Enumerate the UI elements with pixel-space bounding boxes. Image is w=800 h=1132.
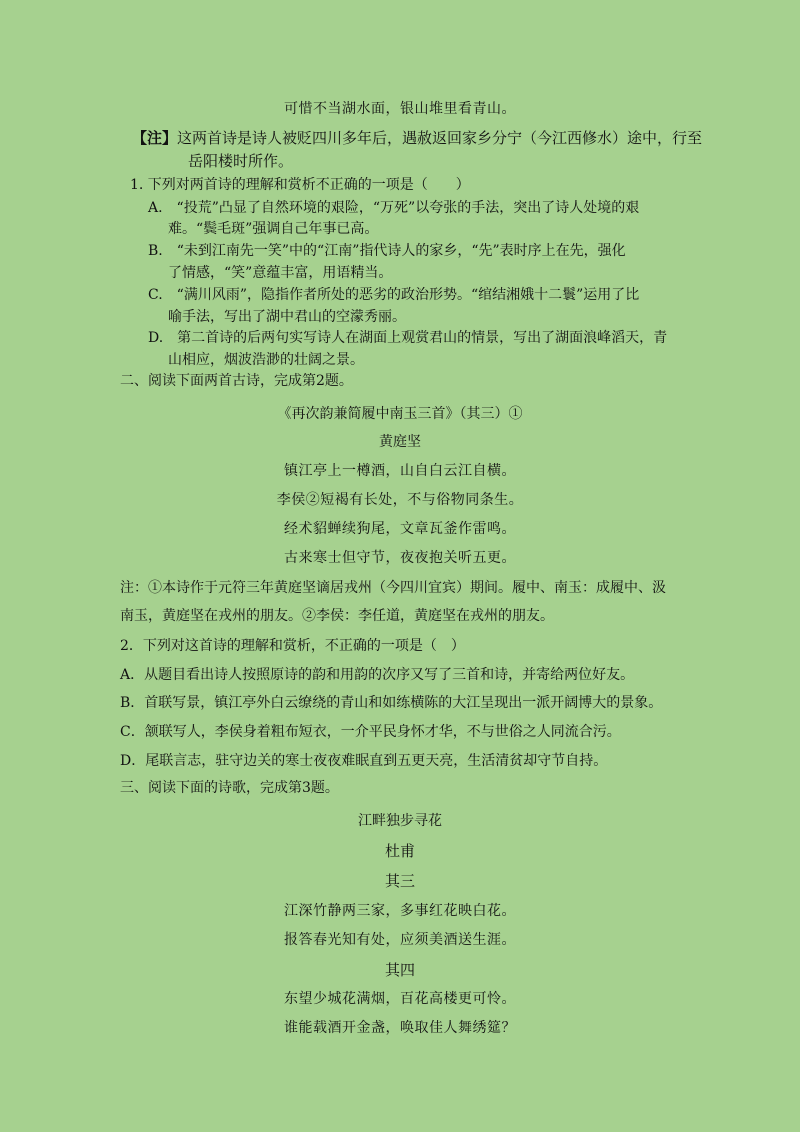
q2-option-d: D．尾联言志，驻守边关的寒士夜夜难眠直到五更天亮，生活清贫却守节自持。 [120,753,608,769]
poem-note-cont: 南玉，黄庭坚在戎州的朋友。②李侯：李任道，黄庭坚在戎州的朋友。 [120,608,554,624]
q1-option-d-cont: 山相应，烟波浩渺的壮阔之景。 [168,352,364,368]
q2-option-c: C．颔联写人，李侯身着粗布短衣，一介平民身怀才华，不与世俗之人同流合污。 [120,724,621,740]
section-3-heading: 三、阅读下面的诗歌，完成第3题。 [120,780,339,796]
poem-part-label: 其三 [384,872,415,890]
q1-option-c: C. “满川风雨”，隐指作者所处的恶劣的政治形势。“绾结湘娥十二鬟”运用了比 [148,287,640,303]
poem-verse: 报答春光知有处，应须美酒送生涯。 [284,932,516,948]
section-2-heading: 二、阅读下面两首古诗，完成第2题。 [120,373,353,389]
q2-option-b: B．首联写景，镇江亭外白云缭绕的青山和如练横陈的大江呈现出一派开阔博大的景象。 [120,695,663,711]
annotation-text: 这两首诗是诗人被贬四川多年后，遇赦返回家乡分宁（今江西修水）途中，行至 [177,129,703,147]
poem-part-label: 其四 [384,961,415,979]
poem-verse: 古来寒士但守节，夜夜抱关听五更。 [284,550,516,566]
q1-option-c-cont: 喻手法，写出了湖中君山的空濛秀丽。 [168,309,406,325]
annotation-label: 【注】 [132,129,178,147]
poem-author: 黄庭坚 [379,434,421,450]
poem-note: 注：①本诗作于元符三年黄庭坚谪居戎州（今四川宜宾）期间。履中、南玉：成履中、汲 [120,580,666,596]
q1-option-d: D. 第二首诗的后两句实写诗人在湖面上观赏君山的情景，写出了湖面浪峰滔天，青 [148,330,668,346]
question-1-stem: 1. 下列对两首诗的理解和赏析不正确的一项是（ ） [130,177,470,193]
q1-option-b-cont: 了情感，“笑”意蕴丰富，用语精当。 [168,265,393,281]
poem-verse: 经术貂蝉续狗尾，文章瓦釜作雷鸣。 [284,521,516,537]
poem-verse: 镇江亭上一樽酒，山自白云江自横。 [284,463,516,479]
poem-title: 江畔独步寻花 [358,813,442,829]
q1-option-b: B. “未到江南先一笑”中的“江南”指代诗人的家乡，“先”表时序上在先，强化 [148,243,626,259]
q2-option-a: A．从题目看出诗人按照原诗的韵和用韵的次序又写了三首和诗，并寄给两位好友。 [120,667,635,683]
q1-option-a: A. “投荒”凸显了自然环境的艰险，“万死”以夸张的手法，突出了诗人处境的艰 [148,200,640,216]
poem-author: 杜甫 [384,842,415,860]
question-2-stem: 2．下列对这首诗的理解和赏析，不正确的一项是（ ） [120,638,465,654]
q1-option-a-cont: 难。“鬓毛斑”强调自己年事已高。 [168,221,379,237]
poem-verse: 谁能载酒开金盏，唤取佳人舞绣筵？ [284,1020,516,1036]
poem-verse: 李侯②短褐有长处，不与俗物同条生。 [276,492,524,508]
poem-verse: 江深竹静两三家，多事红花映白花。 [284,903,516,919]
annotation [132,128,702,148]
annotation-continuation: 岳阳楼时所作。 [188,152,294,170]
poem-verse: 东望少城花满烟，百花高楼更可怜。 [284,991,516,1007]
poem-title: 《再次韵兼简履中南玉三首》（其三）① [277,406,523,422]
poem-last-line: 可惜不当湖水面，银山堆里看青山。 [284,101,516,117]
